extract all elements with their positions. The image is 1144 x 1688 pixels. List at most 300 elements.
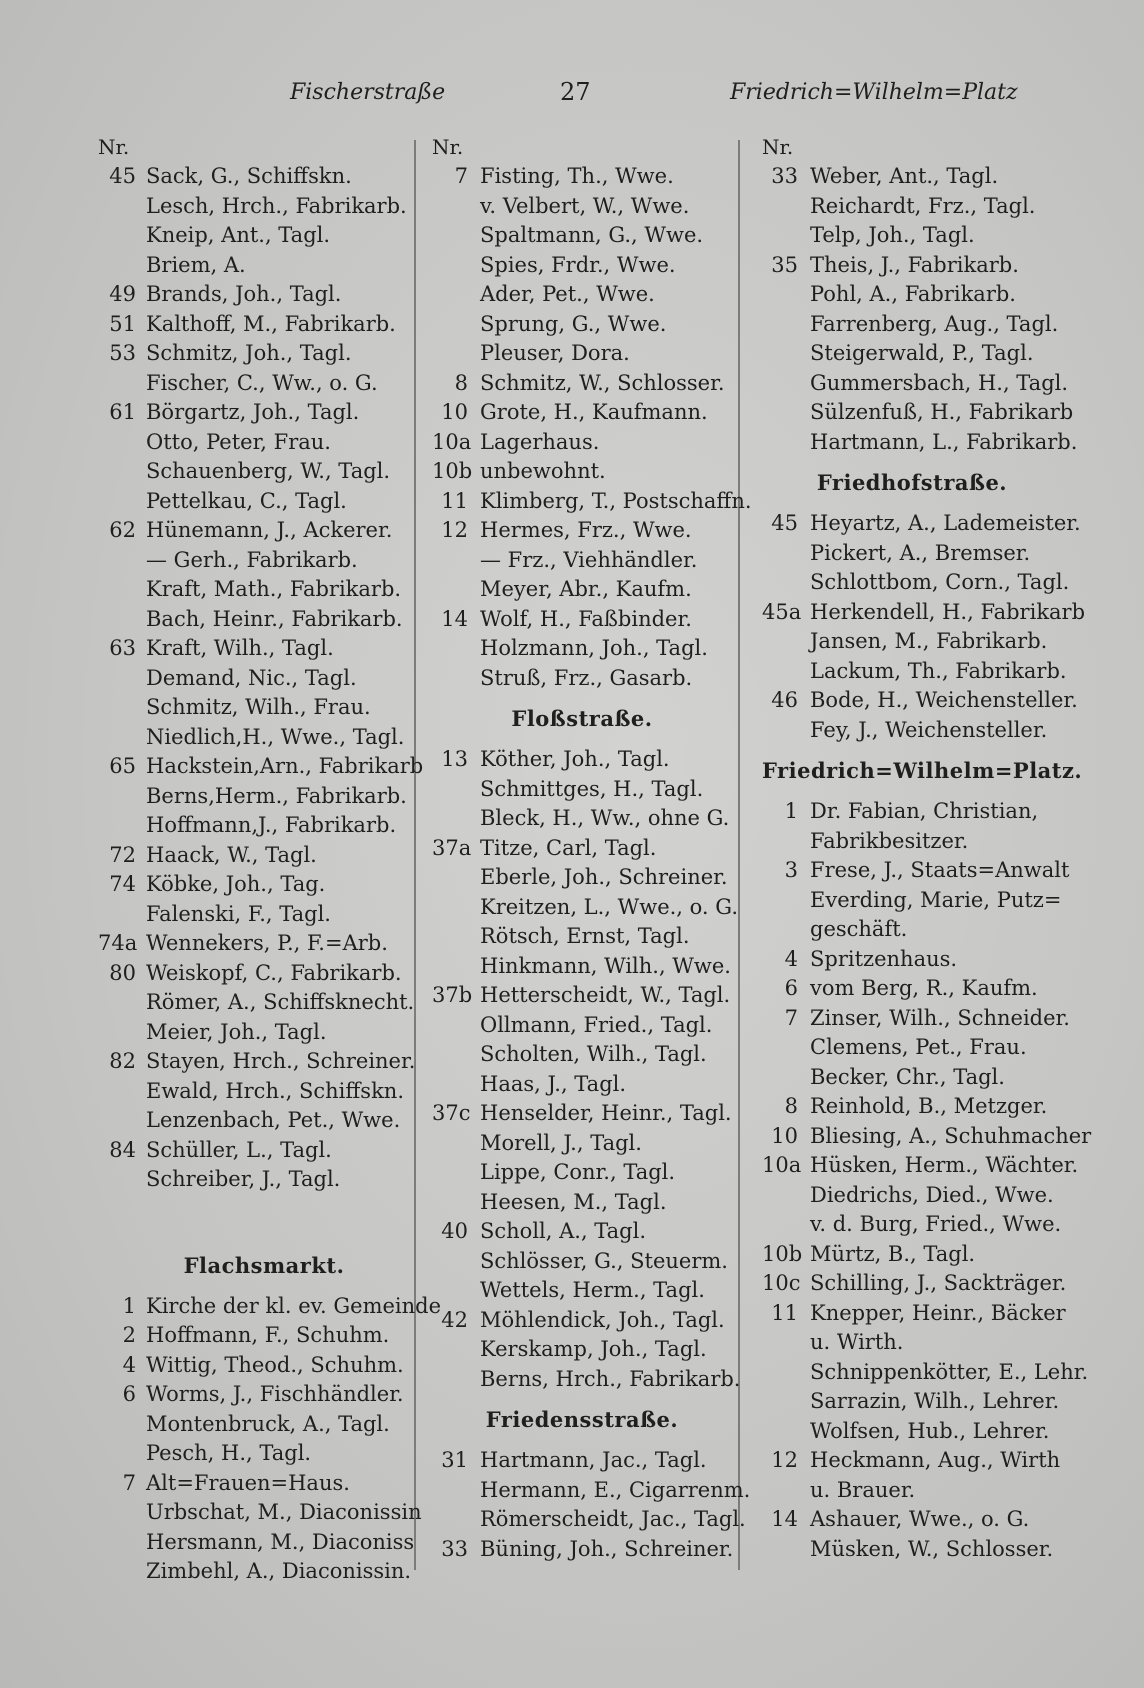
list-item (432, 1099, 732, 1129)
list-item (432, 221, 732, 251)
house-number: 2 (122, 1323, 136, 1347)
list-item (762, 1387, 1062, 1417)
resident-entry: Wolfsen, Hub., Lehrer. (810, 1418, 1050, 1443)
house-number: 46 (771, 688, 798, 712)
resident-entry: Urbschat, M., Diaconissin (146, 1500, 422, 1524)
list-item (98, 634, 410, 664)
list-item (762, 398, 1074, 428)
house-number: 10c (762, 1271, 801, 1295)
house-number: 4 (784, 946, 798, 971)
resident-entry: Hoffmann,J., Fabrikarb. (146, 813, 397, 837)
house-number: 3 (784, 858, 798, 882)
resident-entry: Frese, J., Staats=Anwalt (810, 858, 1070, 882)
list-item (432, 251, 732, 281)
resident-entry: Sprung, G., Wwe. (480, 311, 667, 336)
section-heading-friedhofstrasse: Friedhofstraße. (816, 470, 1008, 495)
resident-entry: Börgartz, Joh., Tagl. (146, 400, 360, 424)
house-number: 65 (109, 754, 136, 778)
list-item (98, 1018, 410, 1048)
house-number: 45a (762, 599, 802, 624)
resident-entry: Hartmann, Jac., Tagl. (480, 1448, 707, 1472)
resident-entry: Clemens, Pet., Frau. (810, 1035, 1027, 1059)
resident-entry: Farrenberg, Aug., Tagl. (810, 311, 1059, 336)
list-item (432, 1040, 732, 1070)
list-item (98, 900, 410, 930)
resident-entry: Schreiber, J., Tagl. (146, 1167, 341, 1191)
header-right-street: Friedrich=Wilhelm=Platz (730, 80, 1018, 105)
resident-entry: Worms, J., Fischhändler. (146, 1382, 404, 1406)
house-number: 62 (109, 518, 136, 542)
house-number: 40 (441, 1219, 468, 1243)
flachsmarkt-list (98, 1292, 442, 1587)
list-item (432, 1011, 732, 1041)
list-item (762, 1328, 1062, 1358)
resident-entry: Wolf, H., Faßbinder. (480, 606, 692, 631)
house-number: 6 (122, 1382, 136, 1406)
resident-entry: Kraft, Wilh., Tagl. (146, 636, 334, 660)
friedhofstrasse-list (762, 509, 1086, 745)
house-number: 61 (109, 400, 136, 424)
resident-entry: Hünemann, J., Ackerer. (146, 518, 393, 542)
house-number: 72 (109, 842, 136, 867)
resident-entry: Zimbehl, A., Diaconissin. (146, 1559, 412, 1583)
list-item (98, 1292, 442, 1322)
house-number: 42 (441, 1307, 468, 1332)
resident-entry: Reichardt, Frz., Tagl. (810, 193, 1036, 218)
resident-entry: vom Berg, R., Kaufm. (810, 976, 1038, 1000)
resident-entry: Zinser, Wilh., Schneider. (810, 1005, 1070, 1030)
list-item (432, 922, 732, 952)
house-number: 12 (771, 1448, 798, 1472)
list-item (432, 952, 732, 982)
resident-entry: Jansen, M., Fabrikarb. (810, 629, 1048, 653)
resident-entry: Kalthoff, M., Fabrikarb. (146, 311, 396, 336)
house-number: 33 (441, 1536, 468, 1561)
resident-entry: Fischer, C., Ww., o. G. (146, 370, 378, 395)
house-number: 37b (432, 983, 473, 1007)
list-item (762, 1210, 1062, 1240)
fischerstrasse-cont-list (432, 162, 752, 693)
list-item (98, 1528, 415, 1558)
list-item (98, 457, 410, 487)
spacer (98, 1195, 410, 1240)
resident-entry: Niedlich,H., Wwe., Tagl. (146, 724, 405, 749)
list-item (432, 369, 732, 399)
list-item (98, 1380, 410, 1410)
list-item (762, 221, 1062, 251)
list-item (98, 1469, 410, 1499)
list-item (762, 1476, 1062, 1506)
house-number: 74a (98, 931, 138, 955)
list-item (98, 1165, 410, 1195)
list-item (762, 1240, 1062, 1270)
house-number: 10 (441, 400, 468, 424)
resident-entry: Kneip, Ant., Tagl. (146, 223, 331, 247)
resident-entry: Kreitzen, L., Wwe., o. G. (480, 894, 738, 919)
list-item (98, 929, 410, 959)
resident-entry: Titze, Carl, Tagl. (480, 835, 657, 860)
resident-entry: Lenzenbach, Pet., Wwe. (146, 1108, 401, 1132)
list-item (432, 834, 732, 864)
house-number: 49 (109, 282, 136, 306)
list-item (98, 782, 410, 812)
resident-entry: Sülzenfuß, H., Fabrikarb (810, 400, 1074, 424)
list-item (98, 487, 410, 517)
house-number: 1 (784, 799, 798, 823)
resident-entry: Herkendell, H., Fabrikarb (810, 599, 1086, 624)
resident-entry: v. d. Burg, Fried., Wwe. (810, 1212, 1062, 1236)
house-number: 10a (762, 1153, 802, 1177)
resident-entry: Wennekers, P., F.=Arb. (146, 931, 388, 955)
resident-entry: Pesch, H., Tagl. (146, 1441, 312, 1465)
house-number: 33 (771, 164, 798, 188)
list-item (432, 1335, 732, 1365)
house-number: 4 (122, 1352, 136, 1377)
resident-entry: — Frz., Viehhändler. (480, 547, 698, 572)
house-number: 74 (109, 872, 136, 896)
nr-label: Nr. (98, 135, 130, 159)
list-item (432, 863, 732, 893)
list-item (762, 509, 1081, 539)
section-heading-friedensstrasse: Friedensstraße. (485, 1407, 679, 1432)
resident-entry: Fabrikbesitzer. (810, 828, 969, 853)
resident-entry: Klimberg, T., Postschaffn. (480, 488, 752, 513)
list-item (98, 870, 410, 900)
list-item (432, 981, 732, 1011)
list-item (762, 915, 1062, 945)
list-item (432, 634, 732, 664)
list-item (762, 1446, 1062, 1476)
list-item (98, 1321, 410, 1351)
resident-entry: Büning, Joh., Schreiner. (480, 1536, 734, 1561)
section-heading-friedrich-wilhelm-platz: Friedrich=Wilhelm=Platz. (762, 758, 1083, 783)
list-item (762, 1092, 1062, 1122)
list-item (98, 310, 410, 340)
resident-entry: Lackum, Th., Fabrikarb. (810, 658, 1067, 683)
resident-entry: Wettels, Herm., Tagl. (480, 1278, 705, 1302)
resident-entry: Reinhold, B., Metzger. (810, 1094, 1048, 1118)
resident-entry: Schlottbom, Corn., Tagl. (810, 570, 1070, 594)
list-item (98, 369, 410, 399)
list-item (762, 1358, 1089, 1388)
resident-entry: Grote, H., Kaufmann. (480, 400, 708, 424)
resident-entry: Everding, Marie, Putz= (810, 887, 1062, 912)
house-number: 31 (441, 1448, 468, 1472)
list-item (98, 811, 410, 841)
resident-entry: Bode, H., Weichensteller. (810, 688, 1078, 712)
list-item (432, 1158, 732, 1188)
resident-entry: Struß, Frz., Gasarb. (480, 665, 693, 690)
resident-entry: Fisting, Th., Wwe. (480, 164, 674, 188)
house-number: 51 (109, 311, 136, 336)
list-item (98, 192, 410, 222)
list-item (432, 339, 732, 369)
list-item (762, 162, 1062, 192)
resident-entry: Briem, A. (146, 252, 246, 277)
page-number: 27 (560, 78, 591, 106)
list-item (432, 893, 738, 923)
house-number: 35 (771, 252, 798, 277)
list-item (432, 1276, 732, 1306)
list-item (98, 1557, 410, 1587)
resident-entry: Stayen, Hrch., Schreiner. (146, 1049, 416, 1073)
resident-entry: Schüller, L., Tagl. (146, 1137, 332, 1162)
resident-entry: Weber, Ant., Tagl. (810, 164, 999, 188)
list-item (98, 693, 410, 723)
list-item (762, 1269, 1067, 1299)
list-item (98, 1439, 410, 1469)
resident-entry: Spies, Frdr., Wwe. (480, 252, 676, 277)
nr-label: Nr. (762, 135, 794, 159)
list-item (762, 974, 1062, 1004)
list-item (98, 251, 410, 281)
resident-entry: Sack, G., Schiffskn. (146, 164, 352, 188)
house-number: 12 (441, 518, 468, 542)
list-item (98, 162, 410, 192)
resident-entry: Schauenberg, W., Tagl. (146, 459, 391, 483)
resident-entry: Alt=Frauen=Haus. (146, 1470, 350, 1495)
list-item (98, 398, 410, 428)
resident-entry: Schmitz, Joh., Tagl. (146, 341, 352, 365)
list-item (762, 945, 1062, 975)
house-number: 53 (109, 341, 136, 365)
list-item (432, 516, 732, 546)
friedensstrasse-list (432, 1446, 751, 1564)
resident-entry: Schmitz, Wilh., Frau. (146, 695, 371, 719)
list-item (432, 457, 732, 487)
resident-entry: Bach, Heinr., Fabrikarb. (146, 606, 403, 631)
list-item (432, 1247, 732, 1277)
list-item (432, 1535, 732, 1565)
house-number: 11 (441, 488, 468, 513)
resident-entry: Otto, Peter, Frau. (146, 429, 331, 454)
resident-entry: Hoffmann, F., Schuhm. (146, 1323, 390, 1347)
resident-entry: Dr. Fabian, Christian, (810, 799, 1039, 823)
list-item (98, 1410, 410, 1440)
resident-entry: Meyer, Abr., Kaufm. (480, 577, 692, 601)
list-item (762, 1004, 1070, 1034)
resident-entry: Spaltmann, G., Wwe. (480, 223, 704, 247)
resident-entry: Schlösser, G., Steuerm. (480, 1248, 728, 1273)
resident-entry: Eberle, Joh., Schreiner. (480, 865, 728, 889)
resident-entry: Meier, Joh., Tagl. (146, 1019, 327, 1044)
resident-entry: Schilling, J., Sackträger. (810, 1271, 1067, 1295)
house-number: 6 (784, 976, 798, 1000)
list-item (432, 1217, 732, 1247)
list-item (98, 664, 410, 694)
resident-entry: Hersmann, M., Diaconiss (146, 1529, 415, 1554)
list-item (432, 487, 752, 517)
list-item (98, 605, 410, 635)
list-item (762, 1535, 1062, 1565)
resident-entry: Schmittges, H., Tagl. (480, 776, 704, 801)
resident-entry: Kerskamp, Joh., Tagl. (480, 1337, 707, 1361)
resident-entry: Römer, A., Schiffsknecht. (146, 990, 415, 1014)
resident-entry: Köther, Joh., Tagl. (480, 747, 670, 771)
list-item (432, 1070, 732, 1100)
resident-entry: Scholl, A., Tagl. (480, 1219, 647, 1243)
house-number: 84 (109, 1137, 136, 1162)
resident-entry: Montenbruck, A., Tagl. (146, 1411, 390, 1436)
column-divider (738, 140, 740, 1570)
list-item (762, 657, 1067, 687)
house-number: 7 (122, 1470, 136, 1495)
resident-entry: Köbke, Joh., Tag. (146, 872, 326, 896)
house-number: 37c (432, 1101, 471, 1125)
list-item (432, 310, 732, 340)
list-item (98, 752, 424, 782)
resident-entry: Heesen, M., Tagl. (480, 1189, 667, 1214)
list-item (98, 428, 410, 458)
resident-entry: Schnippenkötter, E., Lehr. (810, 1359, 1089, 1384)
list-item (762, 1417, 1062, 1447)
resident-entry: unbewohnt. (480, 459, 606, 483)
page-header (0, 74, 1144, 114)
resident-entry: Rötsch, Ernst, Tagl. (480, 924, 690, 948)
list-item (762, 1063, 1062, 1093)
house-number: 14 (441, 606, 468, 631)
resident-entry: Hartmann, L., Fabrikarb. (810, 429, 1078, 454)
list-item (432, 745, 732, 775)
house-number: 11 (771, 1300, 798, 1325)
house-number: 13 (441, 747, 468, 771)
resident-entry: Schmitz, W., Schlosser. (480, 370, 725, 395)
list-item (762, 369, 1069, 399)
resident-entry: Lippe, Conr., Tagl. (480, 1160, 676, 1184)
resident-entry: Mürtz, B., Tagl. (810, 1241, 976, 1266)
list-item (762, 1033, 1062, 1063)
house-number: 10b (432, 459, 473, 483)
list-item (98, 1351, 410, 1381)
resident-entry: Brands, Joh., Tagl. (146, 282, 342, 306)
house-number: 14 (771, 1507, 798, 1531)
resident-entry: Demand, Nic., Tagl. (146, 665, 357, 690)
list-item (432, 192, 732, 222)
list-item (98, 841, 410, 871)
list-item (98, 1136, 410, 1166)
list-item (762, 797, 1062, 827)
resident-entry: Steigerwald, P., Tagl. (810, 341, 1034, 365)
list-item (98, 723, 410, 753)
header-left-street: Fischerstraße (290, 80, 446, 105)
resident-entry: Scholten, Wilh., Tagl. (480, 1042, 707, 1066)
list-item (762, 280, 1062, 310)
list-item (762, 1505, 1062, 1535)
resident-entry: Römerscheidt, Jac., Tagl. (480, 1507, 746, 1531)
list-item (432, 775, 732, 805)
resident-entry: Müsken, W., Schlosser. (810, 1536, 1054, 1561)
resident-entry: Lagerhaus. (480, 429, 600, 454)
list-item (762, 568, 1070, 598)
column-3 (762, 132, 1092, 1564)
resident-entry: Ashauer, Wwe., o. G. (810, 1507, 1030, 1531)
house-number: 82 (109, 1049, 136, 1073)
house-number: 8 (784, 1094, 798, 1118)
resident-entry: Möhlendick, Joh., Tagl. (480, 1307, 725, 1332)
resident-entry: Weiskopf, C., Fabrikarb. (146, 960, 402, 985)
list-item (432, 1505, 746, 1535)
resident-entry: Holzmann, Joh., Tagl. (480, 636, 708, 660)
section-heading-flossstrasse: Floßstraße. (511, 706, 653, 731)
list-item (98, 1498, 422, 1528)
list-item (432, 1365, 741, 1395)
resident-entry: Morell, J., Tagl. (480, 1130, 642, 1155)
resident-entry: Pleuser, Dora. (480, 341, 630, 365)
list-item (432, 398, 732, 428)
resident-entry: Hüsken, Herm., Wächter. (810, 1153, 1079, 1177)
resident-entry: Henselder, Heinr., Tagl. (480, 1101, 732, 1125)
list-item (432, 546, 732, 576)
resident-entry: v. Velbert, W., Wwe. (480, 193, 690, 218)
resident-entry: Berns,Herm., Fabrikarb. (146, 783, 407, 808)
house-number: 80 (109, 960, 136, 985)
section-heading-flachsmarkt: Flachsmarkt. (183, 1252, 345, 1278)
resident-entry: Heyartz, A., Lademeister. (810, 511, 1081, 535)
resident-entry: Hackstein,Arn., Fabrikarb (146, 754, 424, 778)
list-item (432, 605, 732, 635)
list-item (98, 339, 410, 369)
resident-entry: Haas, J., Tagl. (480, 1071, 627, 1096)
list-item (762, 827, 1062, 857)
list-item (432, 575, 732, 605)
resident-entry: Pohl, A., Fabrikarb. (810, 282, 1016, 306)
resident-entry: Ollmann, Fried., Tagl. (480, 1012, 713, 1037)
resident-entry: Theis, J., Fabrikarb. (810, 252, 1019, 277)
list-item (762, 856, 1070, 886)
list-item (432, 1476, 751, 1506)
house-number: 1 (122, 1293, 136, 1318)
house-number: 8 (454, 370, 468, 395)
resident-entry: Gummersbach, H., Tagl. (810, 370, 1069, 395)
resident-entry: Falenski, F., Tagl. (146, 901, 331, 926)
list-item (432, 1306, 732, 1336)
list-item (432, 804, 732, 834)
resident-entry: Pickert, A., Bremser. (810, 540, 1031, 565)
list-item (762, 716, 1062, 746)
list-item (762, 686, 1078, 716)
resident-entry: Berns, Hrch., Fabrikarb. (480, 1366, 741, 1391)
fischerstrasse-list (98, 162, 424, 1195)
resident-entry: Becker, Chr., Tagl. (810, 1064, 1005, 1089)
resident-entry: geschäft. (810, 917, 908, 941)
resident-entry: u. Wirth. (810, 1330, 904, 1354)
list-item (432, 162, 732, 192)
list-item (762, 339, 1062, 369)
list-item (98, 575, 410, 605)
column-2 (432, 132, 752, 1564)
list-item (98, 1106, 410, 1136)
list-item (432, 664, 732, 694)
list-item (98, 1077, 410, 1107)
resident-entry: Hetterscheidt, W., Tagl. (480, 983, 731, 1007)
resident-entry: Lesch, Hrch., Fabrikarb. (146, 193, 407, 218)
house-number: 45 (771, 511, 798, 535)
list-item (432, 1446, 732, 1476)
resident-entry: Spritzenhaus. (810, 946, 958, 971)
resident-entry: Pettelkau, C., Tagl. (146, 488, 347, 513)
house-number: 10 (771, 1123, 798, 1148)
list-item (762, 886, 1062, 916)
list-item (432, 1188, 732, 1218)
list-item (762, 598, 1086, 628)
resident-entry: Hermes, Frz., Wwe. (480, 518, 692, 542)
resident-entry: Ewald, Hrch., Schiffskn. (146, 1078, 405, 1103)
house-number: 7 (784, 1005, 798, 1030)
column-divider (414, 140, 416, 1570)
house-number: 10b (762, 1241, 803, 1266)
resident-entry: Haack, W., Tagl. (146, 842, 317, 867)
nr-label: Nr. (432, 135, 464, 159)
